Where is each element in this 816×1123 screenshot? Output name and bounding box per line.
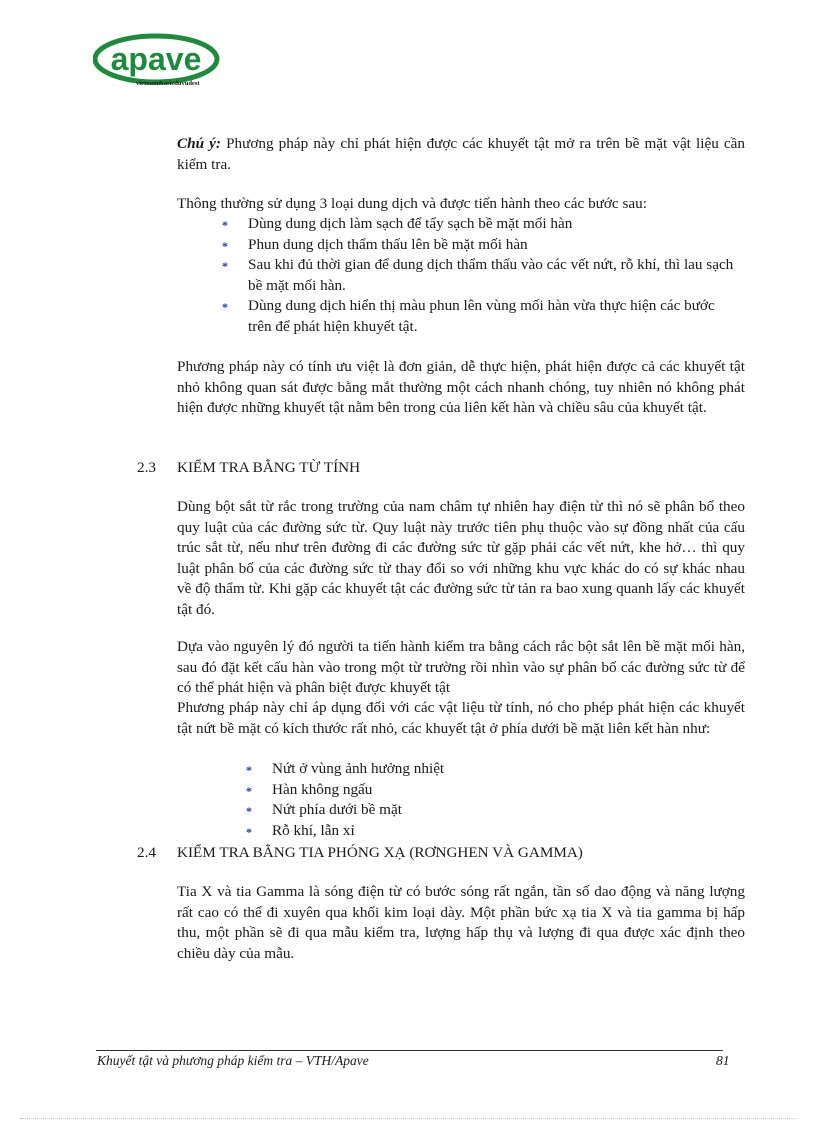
note-text: Phương pháp này chỉ phát hiện được các khuyết tật mở ra trên bề mặt vật liệu cần kiểm tra. (177, 135, 745, 173)
list-item: * Dùng dung dịch hiển thị màu phun lên vùng mối hàn vừa thực hiện các bước trên để phát hiện khuyết tật. (222, 297, 715, 335)
steps-intro: Thông thường sử dụng 3 loại dung dịch và được tiến hành theo các bước sau: (177, 195, 647, 212)
list-item: * Dùng dung dịch làm sạch để tẩy sạch bề mặt mối hàn (222, 214, 742, 235)
magnetic-paragraph-1: Dùng bột sắt từ rắc trong trường của nam châm tự nhiên hay điện từ thì nó sẽ phân bố theo quy luật của các đường sức từ. Quy luật này trước tiên phụ thuộc vào sự đồng nhất của cấu trúc sắt từ, nếu như trên đường đi các đường sức từ gặp phải các vết nứt, khe hở… thì quy luật phân bố của các đường sức từ thay đổi so với những khu vực khác do có sự khác nhau về độ thẩm từ. Khi gặp các khuyết tật các đường sức từ tản ra bao xung quanh lấy các khuyết tật đó. (177, 498, 745, 618)
list-item: * Hàn không ngấu (246, 780, 646, 801)
logo-tagline: vietnam&asieduvudest (136, 80, 200, 87)
list-item: * Nứt ở vùng ảnh hưởng nhiệt (246, 759, 646, 780)
section-title: KIỂM TRA BẰNG TỪ TÍNH (177, 459, 361, 476)
section-number: 2.4 (137, 844, 156, 861)
page-edge-divider (20, 1118, 796, 1119)
magnetic-paragraph-3: Phương pháp này chỉ áp dụng đối với các vật liệu từ tính, nó cho phép phát hiện các khuyết tật nứt bề mặt có kích thước rất nhỏ, các khuyết tật ở phía dưới bề mặt liên kết hàn như: (177, 699, 745, 737)
note-paragraph (177, 134, 745, 175)
page-number: 81 (716, 1053, 730, 1068)
asterisk-icon: * (246, 824, 252, 839)
asterisk-icon: * (246, 804, 252, 818)
footer-text: Khuyết tật và phương pháp kiểm tra – VTH/Apave (97, 1053, 369, 1068)
asterisk-icon: * (222, 300, 228, 314)
asterisk-icon: * (246, 763, 252, 777)
list-item: * Nứt phía dưới bề mặt (246, 800, 646, 821)
section-title: KIỂM TRA BẰNG TIA PHÓNG XẠ (RƠNGHEN VÀ GAMMA) (177, 844, 583, 861)
advantage-paragraph: Phương pháp này có tính ưu việt là đơn giản, dễ thực hiện, phát hiện được cả các khuyết tật nhỏ không quan sát được bằng mắt thường một cách nhanh chóng, tuy nhiên nó không phát hiện được những khuyết tật nằm bên trong của liên kết hàn và chiều sâu của khuyết tật. (177, 358, 745, 416)
asterisk-icon: * (222, 238, 228, 253)
list-item: * Sau khi đủ thời gian để dung dịch thẩm thấu vào các vết nứt, rỗ khí, thì lau sạch bề mặt mối hàn. (222, 256, 734, 294)
defects-list (246, 759, 646, 841)
section-number: 2.3 (137, 459, 156, 476)
radiography-paragraph: Tia X và tia Gamma là sóng điện từ có bước sóng rất ngắn, tần số dao động và năng lượng rất cao có thể đi xuyên qua khối kim loại dày. Một phần bức xạ tia X và tia gamma bị hấp thu, một phần sẽ đi qua mẫu kiểm tra, lượng hấp thụ và lượng đi qua được xác định theo chiều dày của mẫu. (177, 883, 745, 962)
list-item: * Phun dung dịch thẩm thấu lên bề mặt mối hàn (222, 235, 742, 256)
steps-list (222, 214, 742, 337)
asterisk-icon: * (222, 218, 228, 232)
note-label: Chú ý: (177, 135, 221, 152)
asterisk-icon: * (222, 259, 228, 273)
asterisk-icon: * (246, 783, 252, 798)
footer-divider (96, 1050, 723, 1051)
logo-text: apave (110, 41, 202, 77)
magnetic-paragraph-2: Dựa vào nguyên lý đó người ta tiến hành kiểm tra bằng cách rắc bột sắt lên bề mặt mối hàn, sau đó đặt kết cấu hàn vào trong một từ trường rồi nhìn vào sự phân bố các đường sức từ để có thể phát hiện và phân biệt được khuyết tật (177, 638, 745, 696)
list-item: * Rỗ khí, lẫn xỉ (246, 821, 646, 842)
